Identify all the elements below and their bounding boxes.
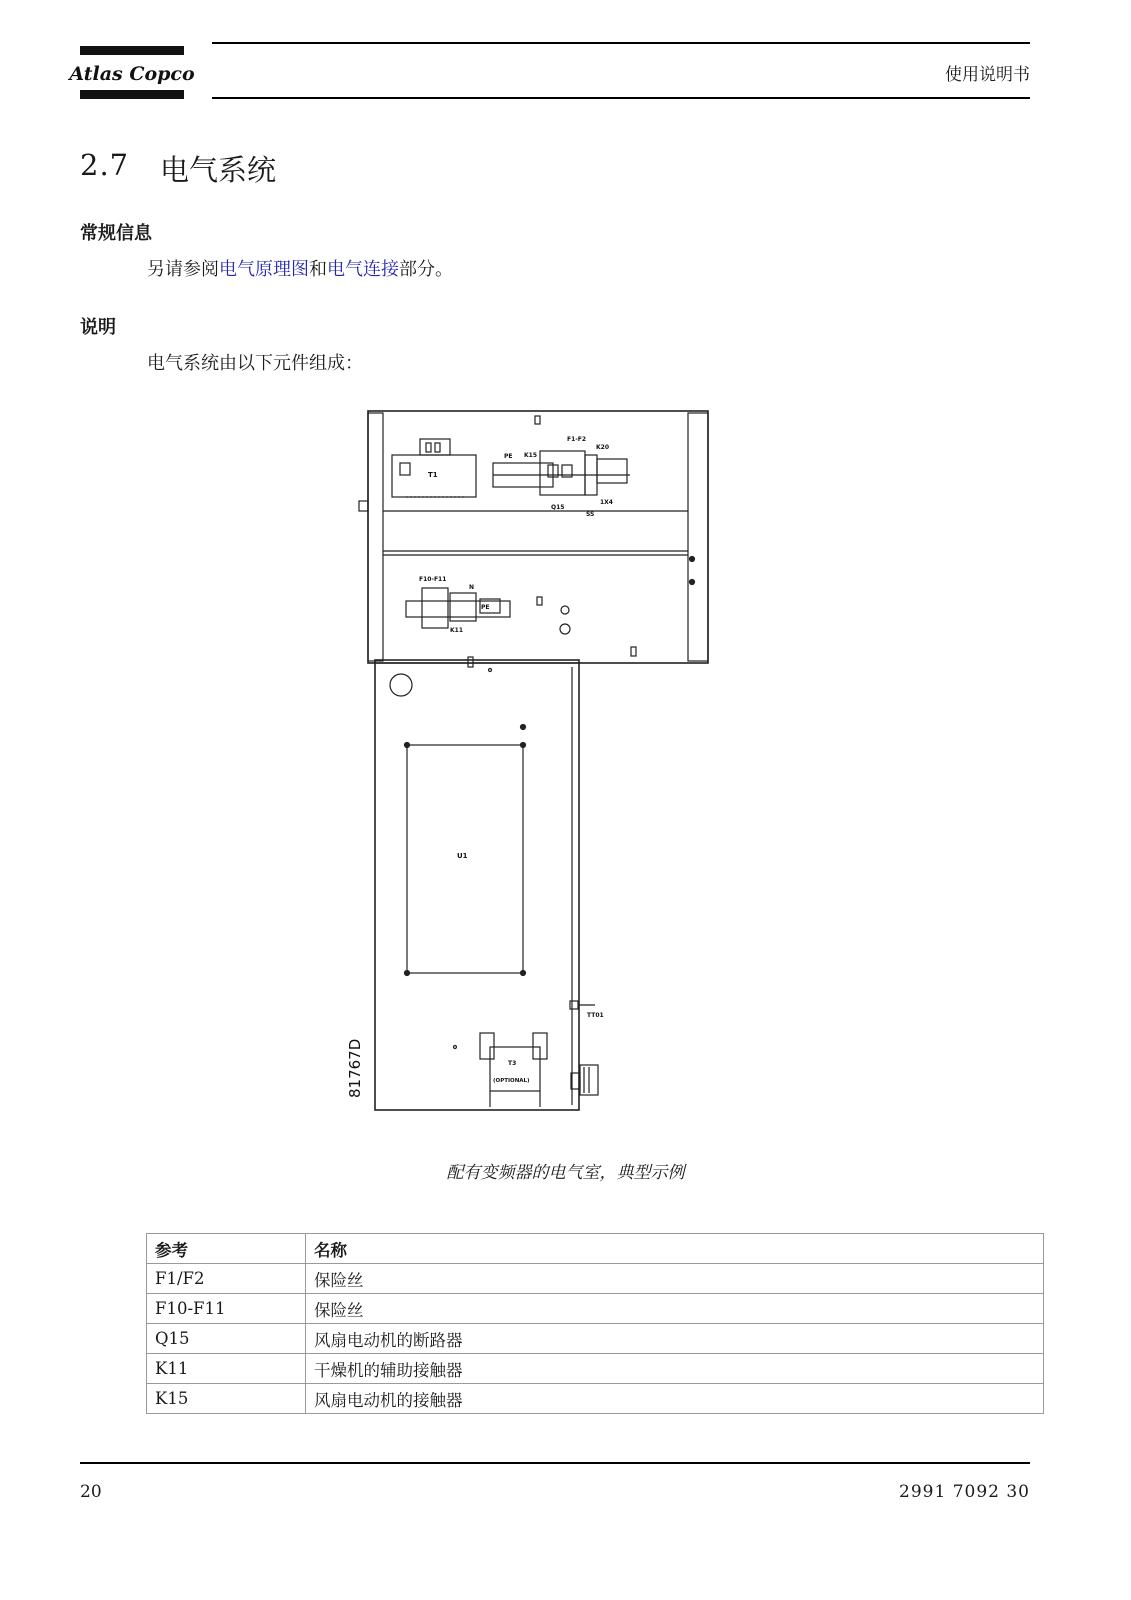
cell-reference: Q15 <box>147 1324 306 1354</box>
page-number: 20 <box>80 1482 102 1502</box>
cell-name: 干燥机的辅助接触器 <box>306 1354 1044 1384</box>
brand-text: Atlas Copco <box>69 63 195 85</box>
electrical-connection-link[interactable]: 电气连接 <box>327 259 399 280</box>
document-number: 2991 7092 30 <box>899 1482 1030 1502</box>
cell-reference: F1/F2 <box>147 1264 306 1294</box>
fig-label-f10f11: F10-F11 <box>419 576 447 583</box>
fig-label-n: N <box>469 584 475 591</box>
header-reference: 参考 <box>147 1234 306 1264</box>
table-row <box>147 1354 1044 1384</box>
footer-rule <box>80 1462 1030 1464</box>
drawing-id: 81767D <box>346 1038 364 1098</box>
table-row <box>147 1264 1044 1294</box>
fig-label-t3: T3 <box>508 1060 517 1067</box>
cell-reference: K15 <box>147 1384 306 1414</box>
table-row <box>147 1384 1044 1414</box>
fig-label-f1f2: F1-F2 <box>567 436 587 443</box>
section-title: 电气系统 <box>160 153 277 187</box>
header-rule-bottom <box>212 97 1030 99</box>
table-row <box>147 1324 1044 1354</box>
figure-caption: 配有变频器的电气室，典型示例 <box>446 1163 685 1183</box>
fig-label-1x4: 1X4 <box>600 499 613 506</box>
fig-label-k11: K11 <box>450 627 463 634</box>
wiring-diagram-link[interactable]: 电气原理图 <box>219 259 309 280</box>
cell-reference: K11 <box>147 1354 306 1384</box>
atlas-copco-logo <box>69 46 195 100</box>
table-header-row <box>147 1234 1044 1264</box>
fig-label-t1: T1 <box>428 471 438 479</box>
section-suffix-text: 部分。 <box>399 259 453 280</box>
cell-name: 保险丝 <box>306 1294 1044 1324</box>
fig-label-q15: Q15 <box>551 504 565 511</box>
fig-label-k20: K20 <box>596 444 609 451</box>
fig-label-pe-mid: PE <box>481 604 490 611</box>
document-type: 使用说明书 <box>945 65 1030 85</box>
cell-name: 保险丝 <box>306 1264 1044 1294</box>
fig-label-pe-top: PE <box>504 453 513 460</box>
fig-label-tt01: TT01 <box>587 1012 604 1019</box>
table-row <box>147 1294 1044 1324</box>
header-rule-top <box>212 42 1030 44</box>
reference-table <box>146 1233 1044 1414</box>
general-info-heading: 常规信息 <box>80 223 152 244</box>
cell-name: 风扇电动机的接触器 <box>306 1384 1044 1414</box>
fig-label-u1: U1 <box>457 852 468 860</box>
electrical-cabinet-figure <box>340 405 720 1115</box>
fig-label-ss: SS <box>586 511 595 518</box>
fig-label-optional: (OPTIONAL) <box>493 1078 530 1084</box>
description-heading: 说明 <box>80 317 116 338</box>
cell-reference: F10-F11 <box>147 1294 306 1324</box>
see-also-text: 另请参阅 <box>147 259 219 280</box>
general-info-text <box>147 255 453 281</box>
description-text: 电气系统由以下元件组成： <box>147 353 363 374</box>
section-number: 2.7 <box>80 148 130 182</box>
fig-label-k15: K15 <box>524 452 537 459</box>
cell-name: 风扇电动机的断路器 <box>306 1324 1044 1354</box>
header-name: 名称 <box>306 1234 1044 1264</box>
and-text: 和 <box>309 259 327 280</box>
